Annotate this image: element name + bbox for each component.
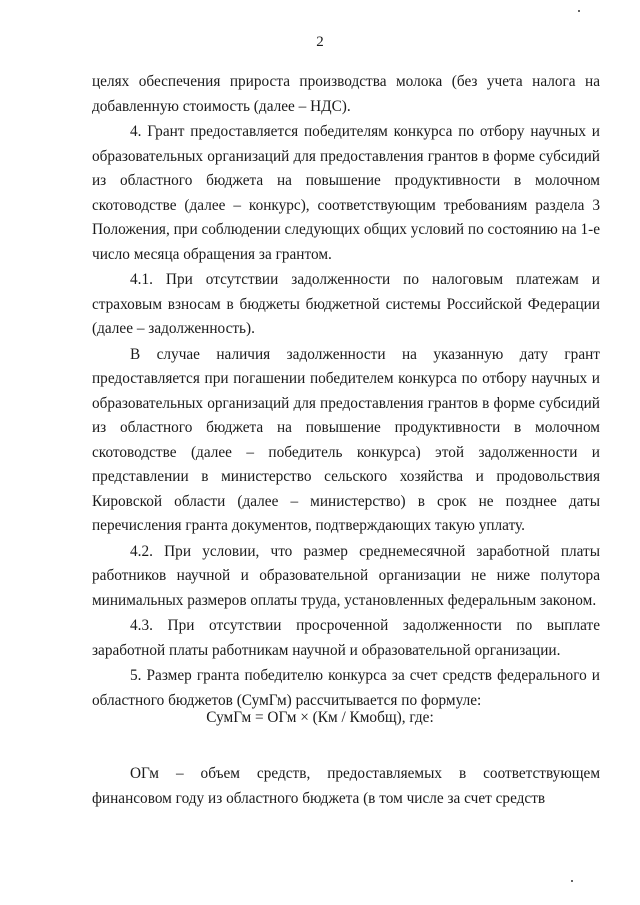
paragraph-4-1: 4.1. При отсутствии задолженности по налоговым платежам и страховым взносам в бюджеты бюджетной системы Российской Федерации (далее – задолженность). bbox=[92, 271, 600, 337]
paragraph-4: 4. Грант предоставляется победителям конкурса по отбору научных и образовательных организаций для предоставления грантов в форме субсидий из областного бюджета на повышение продуктивности в молочном скотоводстве (далее – конкурс), соответствующим требованиям раздела 3 Положения, при соблюдении следующих общих условий по состоянию на 1-е число месяца обращения за грантом. bbox=[92, 123, 600, 263]
scan-dot bbox=[571, 880, 573, 882]
paragraph-5: 5. Размер гранта победителю конкурса за счет средств федерального и областного бюджетов (СумГм) рассчитывается по формуле: bbox=[92, 667, 600, 709]
page-number: 2 bbox=[316, 34, 324, 50]
definition-paragraph: ОГм – объем средств, предоставляемых в соответствующем финансовом году из областного бюджета (в том числе за счет средств bbox=[92, 765, 600, 807]
paragraph-continued: целях обеспечения прироста производства молока (без учета налога на добавленную стоимость (далее – НДС). bbox=[92, 73, 600, 115]
scan-dot bbox=[578, 10, 580, 12]
paragraph-4-1-continued: В случае наличия задолженности на указанную дату грант предоставляется при погашении победителем конкурса по отбору научных и образовательных организаций для предоставления грантов в форме субсидий из областного бюджета на повышение продуктивности в молочном скотоводстве (далее – победитель конкурса) этой задолженности и представлении в министерство сельского хозяйства и продовольствия Кировской области (далее – министерство) в срок не позднее даты перечисления гранта документов, подтверждающих такую уплату. bbox=[92, 345, 600, 534]
paragraph-4-3: 4.3. При отсутствии просроченной задолженности по выплате заработной платы работникам научной и образовательной организации. bbox=[92, 617, 600, 659]
grant-formula: СумГм = ОГм × (Км / Кмобщ), где: bbox=[206, 709, 434, 726]
body-text-lower bbox=[92, 762, 600, 811]
body-text-upper bbox=[92, 70, 600, 713]
paragraph-4-2: 4.2. При условии, что размер среднемесячной заработной платы работников научной и образовательной организации не ниже полутора минимальных размеров оплаты труда, установленных федеральным законом. bbox=[92, 542, 600, 609]
